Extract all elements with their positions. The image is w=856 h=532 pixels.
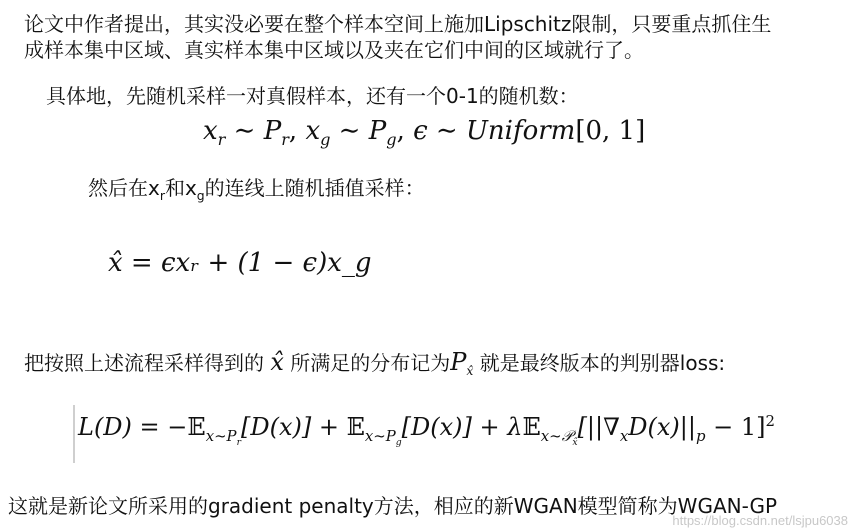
formula-sampling: $x_r$ ∼ $P_r$, $x_g$ ∼ $P_g$, ϵ ∼ Uniform[0, 1]	[203, 116, 646, 150]
paragraph-5: 这就是新论文所采用的gradient penalty方法，相应的新WGAN模型简称为WGAN-GP	[8, 494, 778, 518]
formula-left-bar	[73, 405, 75, 463]
paragraph-2: 具体地，先随机采样一对真假样本，还有一个0-1的随机数：	[46, 84, 579, 108]
paragraph-1-line-2: 成样本集中区域、真实样本集中区域以及夹在它们中间的区域就行了。	[24, 38, 644, 62]
formula-loss: L(D) = −𝔼$_{x\sim P_r}$[D(x)] + 𝔼$_{x\sim P_g}$[D(x)] + $\lambda 𝔼_{x\sim 𝒫_{x̂}}[||\nabla_xD(x)||_p - 1]^2$	[78, 412, 775, 448]
paragraph-4: 把按照上述流程采样得到的 x̂ 所满足的分布记为$P_{x̂}$ 就是最终版本的判别器loss:	[24, 348, 726, 378]
paragraph-1-line-1: 论文中作者提出，其实没必要在整个样本空间上施加Lipschitz限制，只要重点抓住生	[24, 12, 772, 36]
paragraph-3: 然后在$x_r$和$x_g$的连线上随机插值采样：	[88, 176, 425, 203]
formula-interpolation: x̂ = ϵxᵣ + (1 − ϵ)x_g	[108, 248, 372, 278]
watermark: https://blog.csdn.net/lsjpu6038	[672, 513, 848, 528]
